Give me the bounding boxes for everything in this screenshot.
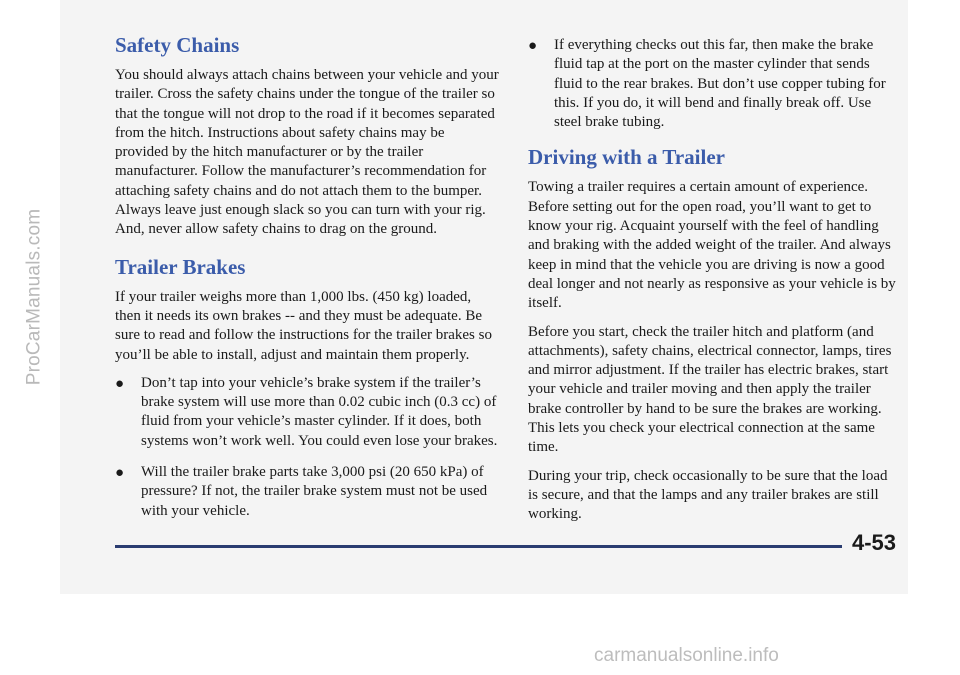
right-column	[528, 36, 898, 534]
heading-driving-with-trailer: Driving with a Trailer	[528, 145, 725, 170]
footer-watermark: carmanualsonline.info	[594, 645, 779, 666]
footer-rule	[115, 545, 842, 548]
list-item	[115, 463, 500, 521]
safety-chains-paragraph: You should always attach chains between your vehicle and your trailer. Cross the safety chains under the tongue of the trailer so that the tongue will not drop to the road if it becomes separated from the hitch. Instructions about safety chains may be provided by the hitch manufacturer or by the trailer manufacturer. Follow the manufacturer’s recommendation for attaching safety chains and do not attach them to the bumper. Always leave just enough slack so you can turn with your rig. And, never allow safety chains to drag on the ground.	[115, 67, 499, 238]
driving-paragraph-2: Before you start, check the trailer hitch and platform (and attachments), safety chains, electrical connector, lamps, tires and mirror adjustment. If the trailer has electric brakes, start your vehicle and trailer moving and then apply the trailer brake controller by hand to be sure the brakes are working. This lets you check your electrical connection at the same time.	[528, 323, 892, 456]
list-item	[528, 36, 898, 132]
bullet-icon: ●	[115, 375, 125, 392]
bullet-text: If everything checks out this far, then make the brake fluid tap at the port on the master cylinder that sends fluid to the rear brakes. But don’t use copper tubing for this. If you do, it will bend and finally break off. Use steel brake tubing.	[554, 37, 886, 131]
driving-paragraph-1: Towing a trailer requires a certain amount of experience. Before setting out for the open road, you’ll want to get to know your rig. Acquaint yourself with the feel of handling and braking with the added weight of the trailer. And always keep in mind that the vehicle you are driving is now a good deal longer and not nearly as responsive as your vehicle is by itself.	[528, 179, 896, 312]
bullet-text: Don’t tap into your vehicle’s brake system if the trailer’s brake system will use more than 0.02 cubic inch (0.3 cc) of fluid from your vehicle’s master cylinder. If it does, both systems won’t work well. You could even lose your brakes.	[141, 374, 498, 449]
bullet-icon: ●	[528, 38, 538, 54]
page-number: 4-53	[852, 530, 897, 555]
side-watermark	[14, 0, 54, 594]
driving-paragraph-3: During your trip, check occasionally to be sure that the load is secure, and that the lamps and any trailer brakes are still working.	[528, 467, 888, 523]
side-watermark-text: ProCarManuals.com	[23, 208, 45, 386]
left-column	[115, 32, 500, 533]
trailer-brakes-paragraph: If your trailer weighs more than 1,000 lbs. (450 kg) loaded, then it needs its own brakes -- and they must be adequate. Be sure to read and follow the instructions for the trailer brakes so you’ll be able to install, adjust and maintain them properly.	[115, 288, 492, 363]
list-item	[115, 374, 500, 451]
heading-safety-chains: Safety Chains	[115, 33, 240, 57]
bullet-text: Will the trailer brake parts take 3,000 psi (20 650 kPa) of pressure? If not, the trailer brake system must not be used with your vehicle.	[141, 464, 488, 519]
bullet-icon: ●	[115, 465, 125, 482]
heading-trailer-brakes: Trailer Brakes	[115, 254, 246, 279]
